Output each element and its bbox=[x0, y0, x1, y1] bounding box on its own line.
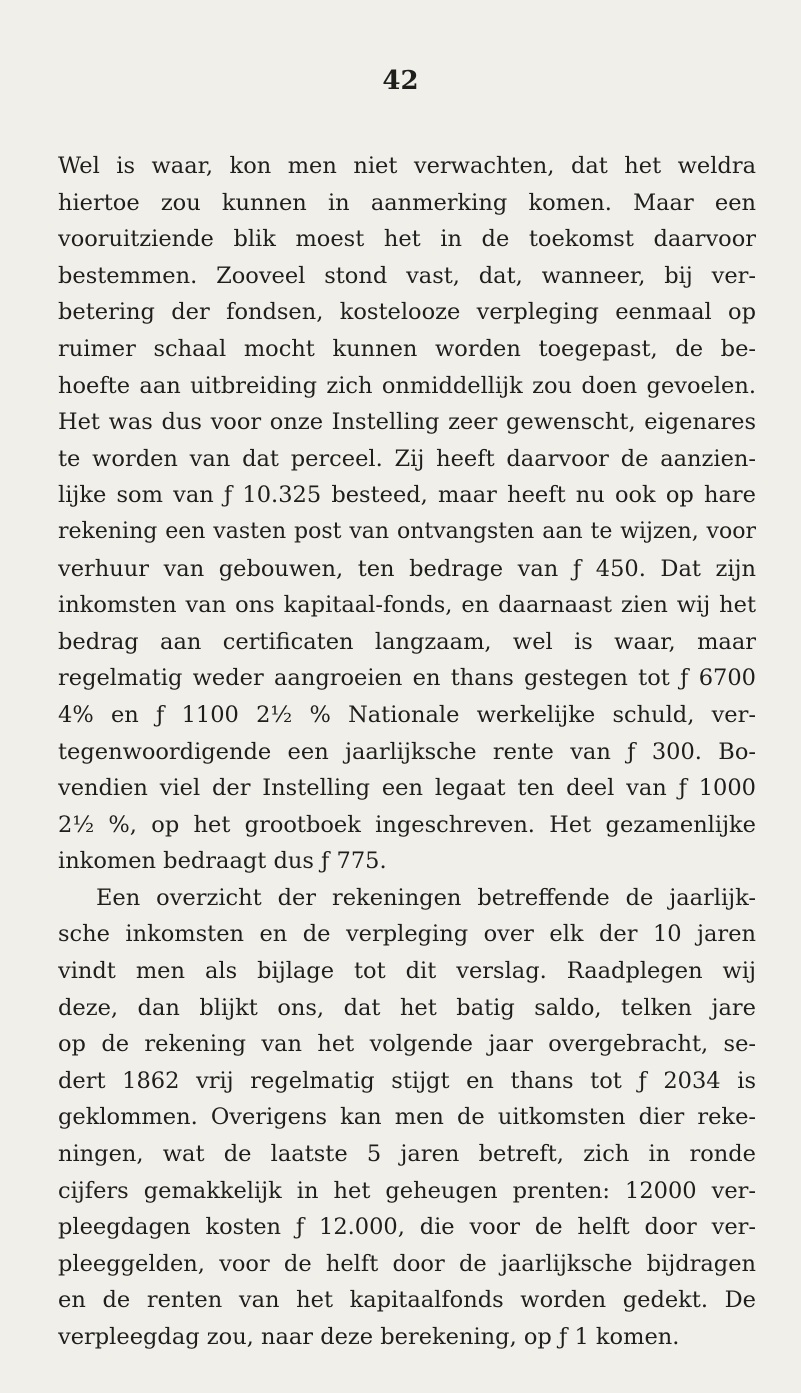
text-line: deze, dan blijkt ons, dat het batig saldo, telken jare bbox=[58, 994, 756, 1021]
text-line: dert 1862 vrij regelmatig stijgt en thans tot ƒ 2034 is bbox=[58, 1067, 756, 1094]
text-line: pleeggelden, voor de helft door de jaarlijksche bijdragen bbox=[58, 1250, 756, 1277]
text-line: hoefte aan uitbreiding zich onmiddellijk zou doen gevoelen. bbox=[58, 372, 756, 399]
text-line: en de renten van het kapitaalfonds worden gedekt. De bbox=[58, 1287, 756, 1314]
text-line: hiertoe zou kunnen in aanmerking komen. Maar een bbox=[58, 189, 756, 216]
text-line: betering der fondsen, kostelooze verpleging eenmaal op bbox=[58, 299, 756, 326]
text-line: rekening een vasten post van ontvangsten aan te wijzen, voor bbox=[58, 518, 756, 544]
text-line: bedrag aan certificaten langzaam, wel is waar, maar bbox=[58, 628, 756, 655]
text-line: ningen, wat de laatste 5 jaren betreft, zich in ronde bbox=[58, 1141, 756, 1168]
text-line: pleegdagen kosten ƒ 12.000, die voor de helft door ver- bbox=[58, 1214, 756, 1241]
text-line: Het was dus voor onze Instelling zeer gewenscht, eigenares bbox=[58, 409, 756, 436]
page-number: 42 bbox=[382, 66, 419, 96]
text-line: verhuur van gebouwen, ten bedrage van ƒ 450. Dat zijn bbox=[58, 555, 756, 582]
text-line: te worden van dat perceel. Zij heeft daarvoor de aanzien- bbox=[58, 445, 756, 472]
text-line: vendien viel der Instelling een legaat ten deel van ƒ 1000 bbox=[58, 775, 756, 802]
text-line: inkomsten van ons kapitaal-fonds, en daarnaast zien wij het bbox=[58, 592, 756, 619]
text-line: tegenwoordigende een jaarlijksche rente van ƒ 300. Bo- bbox=[58, 738, 756, 765]
text-line: regelmatig weder aangroeien en thans gestegen tot ƒ 6700 bbox=[58, 665, 756, 692]
text-line: vooruitziende blik moest het in de toekomst daarvoor bbox=[58, 226, 756, 253]
text-line: ruimer schaal mocht kunnen worden toegepast, de be- bbox=[58, 335, 756, 362]
text-line: op de rekening van het volgende jaar overgebracht, se- bbox=[58, 1031, 756, 1058]
text-line: verpleegdag zou, naar deze berekening, op ƒ 1 komen. bbox=[58, 1324, 680, 1350]
text-line: vindt men als bijlage tot dit verslag. Raadplegen wij bbox=[58, 958, 756, 985]
text-line: 2½ %, op het grootboek ingeschreven. Het gezamenlijke bbox=[58, 811, 756, 838]
text-line: cijfers gemakkelijk in het geheugen prenten: 12000 ver- bbox=[58, 1177, 756, 1204]
text-line: inkomen bedraagt dus ƒ 775. bbox=[58, 848, 387, 875]
text-line: sche inkomsten en de verpleging over elk der 10 jaren bbox=[58, 921, 756, 948]
text-line: lijke som van ƒ 10.325 besteed, maar heeft nu ook op hare bbox=[58, 482, 756, 509]
text-line: 4% en ƒ 1100 2½ % Nationale werkelijke schuld, ver- bbox=[58, 701, 756, 728]
text-line: Een overzicht der rekeningen betreffende de jaarlijk- bbox=[96, 884, 756, 911]
text-line: bestemmen. Zooveel stond vast, dat, wanneer, bij ver- bbox=[58, 262, 756, 289]
text-line: geklommen. Overigens kan men de uitkomsten dier reke- bbox=[58, 1104, 756, 1131]
text-line: Wel is waar, kon men niet verwachten, dat het weldra bbox=[58, 153, 756, 179]
body-text bbox=[58, 148, 756, 1356]
